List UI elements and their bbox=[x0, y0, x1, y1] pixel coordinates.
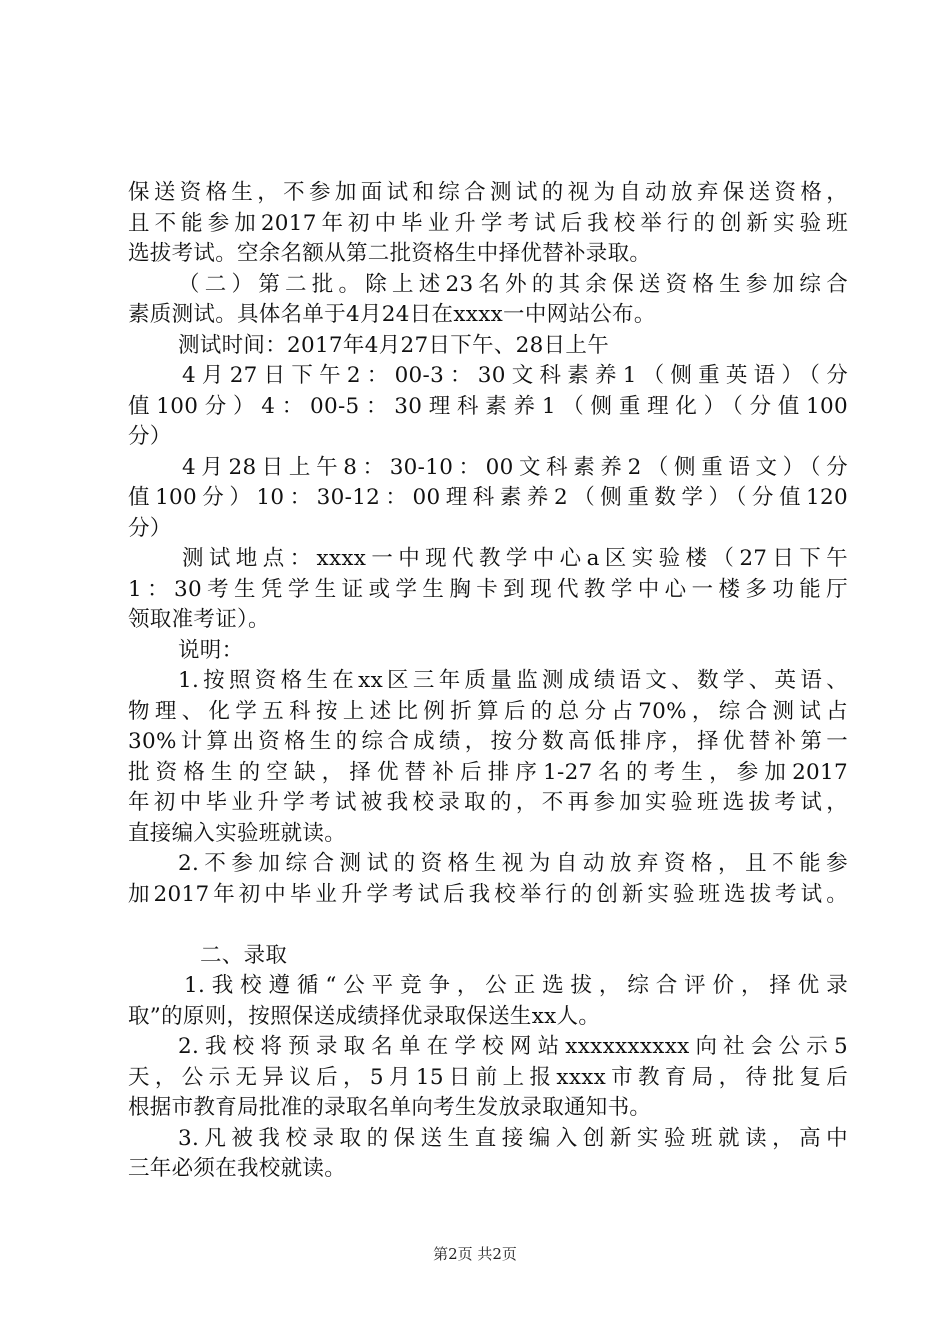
text-line: 1.按照资格生在xx区三年质量监测成绩语文、数学、英语、 bbox=[178, 668, 848, 693]
text-line: 2.我校将预录取名单在学校网站xxxxxxxxxx向社会公示5 bbox=[178, 1034, 848, 1059]
text-line: 2.不参加综合测试的资格生视为自动放弃资格，且不能参 bbox=[178, 851, 848, 876]
text-line: （二）第二批。除上述23名外的其余保送资格生参加综合 bbox=[178, 271, 848, 297]
text-line: 分） bbox=[128, 424, 172, 449]
text-line: 物理、化学五科按上述比例折算后的总分占70%，综合测试占 bbox=[128, 698, 848, 724]
text-line: 值100分）4：00-5：30理科素养1（侧重理化）（分值100 bbox=[128, 393, 848, 419]
section-heading: 二、录取 bbox=[200, 942, 288, 968]
text-line: 批资格生的空缺，择优替补后排序1-27名的考生，参加2017 bbox=[128, 759, 848, 785]
page-number: 第2页 共2页 bbox=[433, 1245, 517, 1263]
text-line: 值100分）10：30-12：00理科素养2（侧重数学）（分值120 bbox=[128, 485, 848, 510]
text-line: 30%计算出资格生的综合成绩，按分数高低排序，择优替补第一 bbox=[128, 729, 848, 754]
document-body bbox=[128, 178, 848, 1185]
text-line: 根据市教育局批准的录取名单向考生发放录取通知书。 bbox=[128, 1095, 652, 1120]
text-line: 分） bbox=[128, 515, 172, 541]
text-line: 取”的原则，按照保送成绩择优录取保送生xx人。 bbox=[128, 1003, 601, 1029]
text-line: 选拔考试。空余名额从第二批资格生中择优替补录取。 bbox=[128, 241, 652, 266]
blank-line bbox=[128, 910, 848, 941]
text-line: 1.我校遵循“公平竞争，公正选拔，综合评价，择优录 bbox=[184, 973, 848, 998]
text-line: 3.凡被我校录取的保送生直接编入创新实验班就读，高中 bbox=[178, 1125, 848, 1151]
text-line: 且不能参加2017年初中毕业升学考试后我校举行的创新实验班 bbox=[128, 210, 848, 236]
text-line: 1：30考生凭学生证或学生胸卡到现代教学中心一楼多功能厅 bbox=[128, 576, 848, 602]
text-line: 加2017年初中毕业升学考试后我校举行的创新实验班选拔考试。 bbox=[128, 881, 848, 907]
text-line: 说明： bbox=[178, 637, 244, 663]
text-line: 测试时间：2017年4月27日下午、28日上午 bbox=[178, 332, 610, 358]
text-line: 年初中毕业升学考试被我校录取的，不再参加实验班选拔考试， bbox=[128, 790, 848, 815]
text-line: 天，公示无异议后，5月15日前上报xxxx市教育局，待批复后 bbox=[128, 1064, 848, 1090]
text-line: 直接编入实验班就读。 bbox=[128, 820, 347, 846]
text-line: 测试地点：xxxx一中现代教学中心a区实验楼（27日下午 bbox=[182, 546, 848, 571]
text-line: 三年必须在我校就读。 bbox=[128, 1156, 347, 1181]
text-line: 4月27日下午2：00-3：30文科素养1（侧重英语）（分 bbox=[182, 363, 848, 388]
text-line: 保送资格生，不参加面试和综合测试的视为自动放弃保送资格， bbox=[128, 180, 848, 205]
text-line: 领取准考证）。 bbox=[128, 607, 270, 632]
text-line: 素质测试。具体名单于4月24日在xxxx一中网站公布。 bbox=[128, 302, 656, 327]
text-line: 4月28日上午8：30-10：00文科素养2（侧重语文）（分 bbox=[182, 454, 848, 480]
page-footer bbox=[0, 1244, 950, 1264]
